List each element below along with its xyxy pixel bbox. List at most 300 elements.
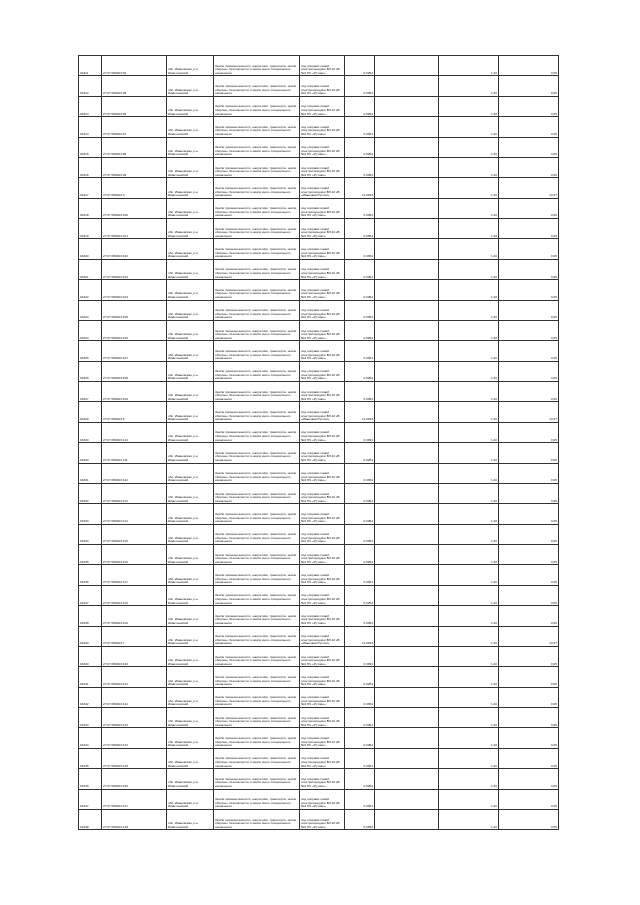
permitted-use-cell: под опорами линий электропередачи ВЛ-10 кВ №4 ПС «Рутово» <box>300 463 345 483</box>
cadastral-number-cell: 27:07:050403:124 <box>102 728 167 748</box>
permitted-use-cell: под опорами линий электропередачи ВЛ-10 кВ №4 ПС «Рутово» <box>300 422 345 442</box>
cadastral-number-cell: 27:07:050403:113 <box>102 483 167 503</box>
value-cell: 0,05 <box>499 809 559 829</box>
land-category-cell: Земли промышленности, энергетики, транспорта, земли обороны, безопасности и земли иного специального назначения <box>214 708 300 728</box>
coefficient-cell <box>375 96 439 116</box>
permitted-use-cell: под опорами линий электропередачи ВЛ-10 кВ №4 ПС «Рутово» <box>300 56 345 76</box>
address-cell: обл. Ивановская, р-н Ивантеевский <box>167 178 214 198</box>
area-cell: 0,0054 <box>345 219 375 239</box>
land-category-cell: Земли промышленности, энергетики, транспорта, земли обороны, безопасности и земли иного специального назначения <box>214 137 300 157</box>
row-id-cell: 04344 <box>79 728 102 748</box>
row-id-cell: 04319 <box>79 219 102 239</box>
row-id-cell: 04315 <box>79 137 102 157</box>
address-cell: обл. Ивановская, р-н Ивантеевский <box>167 483 214 503</box>
area-cell: 0,0054 <box>345 157 375 177</box>
coefficient-cell <box>375 565 439 585</box>
row-id-cell: 04326 <box>79 361 102 381</box>
cadastral-number-cell: 27:07:050403:126 <box>102 769 167 789</box>
permitted-use-cell: под опорами линий электропередачи ВЛ-10 кВ №4 ПС «Рутово» <box>300 117 345 137</box>
area-cell: 0,0054 <box>345 361 375 381</box>
table-row <box>79 198 559 218</box>
coefficient-cell <box>375 259 439 279</box>
land-category-cell: Земли промышленности, энергетики, транспорта, земли обороны, безопасности и земли иного специального назначения <box>214 382 300 402</box>
land-category-cell: Земли промышленности, энергетики, транспорта, земли обороны, безопасности и земли иного специального назначения <box>214 748 300 768</box>
permitted-use-cell: под опорами линий электропередачи ВЛ-10 кВ №4 ПС «Рутово» <box>300 504 345 524</box>
area-cell: 0,0054 <box>345 748 375 768</box>
rate-cell: 1,20 <box>439 626 499 646</box>
address-cell: обл. Ивановская, р-н Ивантеевский <box>167 137 214 157</box>
land-category-cell: Земли промышленности, энергетики, транспорта, земли обороны, безопасности и земли иного специального назначения <box>214 626 300 646</box>
land-category-cell: Земли промышленности, энергетики, транспорта, земли обороны, безопасности и земли иного специального назначения <box>214 769 300 789</box>
value-cell: 0,05 <box>499 708 559 728</box>
permitted-use-cell: под опорами линий электропередачи ВЛ-10 кВ №4 ПС «Рутово» <box>300 809 345 829</box>
coefficient-cell <box>375 708 439 728</box>
cadastral-number-cell: 27:07:050403:114 <box>102 504 167 524</box>
land-category-cell: Земли промышленности, энергетики, транспорта, земли обороны, безопасности и земли иного специального назначения <box>214 789 300 809</box>
value-cell: 0,05 <box>499 524 559 544</box>
table-row <box>79 300 559 320</box>
cadastral-number-cell: 27:07:050403:95 <box>102 76 167 96</box>
address-cell: обл. Ивановская, р-н Ивантеевский <box>167 280 214 300</box>
table-row <box>79 504 559 524</box>
address-cell: обл. Ивановская, р-н Ивантеевский <box>167 422 214 442</box>
permitted-use-cell: под опорами линий электропередачи ВЛ-10 кВ №4 ПС «Рутово» <box>300 483 345 503</box>
coefficient-cell <box>375 402 439 422</box>
rate-cell: 1,20 <box>439 259 499 279</box>
value-cell: 0,05 <box>499 667 559 687</box>
permitted-use-cell: под опорами линий электропередачи ВЛ-10 кВ №4 ПС «Рутово» <box>300 320 345 340</box>
coefficient-cell <box>375 219 439 239</box>
area-cell: 0,0054 <box>345 382 375 402</box>
rate-cell: 1,20 <box>439 341 499 361</box>
table-row <box>79 728 559 748</box>
table-row <box>79 402 559 422</box>
cadastral-number-cell: 27:07:050403:109 <box>102 382 167 402</box>
permitted-use-cell: под опорами линий электропередачи ВЛ-10 кВ №4 ПС «Рутово» <box>300 565 345 585</box>
rate-cell: 1,20 <box>439 606 499 626</box>
table-row <box>79 748 559 768</box>
address-cell: обл. Ивановская, р-н Ивантеевский <box>167 117 214 137</box>
land-category-cell: Земли промышленности, энергетики, транспорта, земли обороны, безопасности и земли иного специального назначения <box>214 341 300 361</box>
cadastral-number-cell: 27:07:050403:121 <box>102 667 167 687</box>
land-category-cell: Земли промышленности, энергетики, транспорта, земли обороны, безопасности и земли иного специального назначения <box>214 483 300 503</box>
value-cell: 0,05 <box>499 789 559 809</box>
land-category-cell: Земли промышленности, энергетики, транспорта, земли обороны, безопасности и земли иного специального назначения <box>214 585 300 605</box>
address-cell: обл. Ивановская, р-н Ивантеевский <box>167 239 214 259</box>
table-row <box>79 96 559 116</box>
row-id-cell: 04340 <box>79 646 102 666</box>
land-category-cell: Земли промышленности, энергетики, транспорта, земли обороны, безопасности и земли иного специального назначения <box>214 565 300 585</box>
row-id-cell: 04321 <box>79 259 102 279</box>
land-category-cell: Земли промышленности, энергетики, транспорта, земли обороны, безопасности и земли иного специального назначения <box>214 239 300 259</box>
permitted-use-cell: под опорами линий электропередачи ВЛ-10 кВ №4 ПС «Рутово» <box>300 259 345 279</box>
coefficient-cell <box>375 524 439 544</box>
area-cell: 0,0054 <box>345 646 375 666</box>
table-body <box>79 56 559 830</box>
coefficient-cell <box>375 157 439 177</box>
rate-cell: 1,20 <box>439 157 499 177</box>
row-id-cell: 04346 <box>79 769 102 789</box>
table-row <box>79 463 559 483</box>
address-cell: обл. Ивановская, р-н Ивантеевский <box>167 565 214 585</box>
area-cell: 0,0054 <box>345 565 375 585</box>
land-category-cell: Земли промышленности, энергетики, транспорта, земли обороны, безопасности и земли иного специального назначения <box>214 259 300 279</box>
table-row <box>79 606 559 626</box>
row-id-cell: 04333 <box>79 504 102 524</box>
address-cell: обл. Ивановская, р-н Ивантеевский <box>167 56 214 76</box>
rate-cell: 1,20 <box>439 524 499 544</box>
cadastral-number-cell: 27:07:050403:128 <box>102 809 167 829</box>
row-id-cell: 04345 <box>79 748 102 768</box>
address-cell: обл. Ивановская, р-н Ивантеевский <box>167 443 214 463</box>
value-cell: 0,05 <box>499 361 559 381</box>
coefficient-cell <box>375 463 439 483</box>
permitted-use-cell: под опорами линий электропередачи ВЛ-10 кВ №4 ПС «Рутово» <box>300 280 345 300</box>
cadastral-number-cell: 27:07:050403:127 <box>102 789 167 809</box>
rate-cell: 1,20 <box>439 280 499 300</box>
land-category-cell: Земли промышленности, энергетики, транспорта, земли обороны, безопасности и земли иного специального назначения <box>214 117 300 137</box>
address-cell: обл. Ивановская, р-н Ивантеевский <box>167 524 214 544</box>
permitted-use-cell: под опорами линий электропередачи ВЛ-10 кВ №4 ПС «Рутово» <box>300 524 345 544</box>
table-row <box>79 56 559 76</box>
rate-cell: 1,20 <box>439 789 499 809</box>
area-cell: 0,0054 <box>345 463 375 483</box>
permitted-use-cell: под опорами линий электропередачи ВЛ-10 кВ №4 ПС «Рутово» <box>300 585 345 605</box>
rate-cell: 1,20 <box>439 708 499 728</box>
value-cell: 0,05 <box>499 300 559 320</box>
rate-cell: 1,20 <box>439 402 499 422</box>
row-id-cell: 04320 <box>79 239 102 259</box>
coefficient-cell <box>375 300 439 320</box>
address-cell: обл. Ивановская, р-н Ивантеевский <box>167 361 214 381</box>
coefficient-cell <box>375 687 439 707</box>
area-cell: 0,0054 <box>345 96 375 116</box>
cadastral-number-cell: 27:07:050403:116 <box>102 545 167 565</box>
rate-cell: 1,20 <box>439 443 499 463</box>
cadastral-number-cell: 27:07:050403:108 <box>102 361 167 381</box>
address-cell: обл. Ивановская, р-н Ивантеевский <box>167 667 214 687</box>
cadastral-number-cell: 27:07:050403:107 <box>102 341 167 361</box>
permitted-use-cell: под опорами линий электропередачи ВЛ-10 кВ №4 ПС «Рутово» <box>300 606 345 626</box>
land-category-cell: Земли промышленности, энергетики, транспорта, земли обороны, безопасности и земли иного специального назначения <box>214 463 300 483</box>
permitted-use-cell: под опорами линий электропередачи ВЛ-10 кВ №4 ПС «Рутово» <box>300 443 345 463</box>
value-cell: 0,05 <box>499 280 559 300</box>
coefficient-cell <box>375 198 439 218</box>
permitted-use-cell: под опорами линий электропередачи ВЛ-10 кВ №4 ПС «Рутово» <box>300 789 345 809</box>
value-cell: 0,05 <box>499 56 559 76</box>
coefficient-cell <box>375 422 439 442</box>
table-row <box>79 422 559 442</box>
value-cell: 0,05 <box>499 157 559 177</box>
value-cell: 13,27 <box>499 402 559 422</box>
value-cell: 0,05 <box>499 646 559 666</box>
rate-cell: 1,20 <box>439 178 499 198</box>
table-row <box>79 483 559 503</box>
document-sheet <box>78 55 558 830</box>
address-cell: обл. Ивановская, р-н Ивантеевский <box>167 300 214 320</box>
land-category-cell: Земли промышленности, энергетики, транспорта, земли обороны, безопасности и земли иного специального назначения <box>214 667 300 687</box>
land-category-cell: Земли промышленности, энергетики, транспорта, земли обороны, безопасности и земли иного специального назначения <box>214 687 300 707</box>
area-cell: 0,0054 <box>345 76 375 96</box>
value-cell: 0,05 <box>499 728 559 748</box>
area-cell: 0,0054 <box>345 606 375 626</box>
rate-cell: 1,20 <box>439 809 499 829</box>
row-id-cell: 04314 <box>79 117 102 137</box>
address-cell: обл. Ивановская, р-н Ивантеевский <box>167 463 214 483</box>
address-cell: обл. Ивановская, р-н Ивантеевский <box>167 402 214 422</box>
permitted-use-cell: под опорами линий электропередачи ВЛ-10 кВ №4 ПС «Рутово» <box>300 96 345 116</box>
area-cell: 0,0054 <box>345 809 375 829</box>
row-id-cell: 04323 <box>79 300 102 320</box>
permitted-use-cell: под опорами линий электропередачи ВЛ-10 кВ №4 ПС «Рутово» <box>300 76 345 96</box>
address-cell: обл. Ивановская, р-н Ивантеевский <box>167 687 214 707</box>
coefficient-cell <box>375 606 439 626</box>
table-row <box>79 382 559 402</box>
cadastral-number-cell: 27:07:050403:105 <box>102 300 167 320</box>
table-row <box>79 239 559 259</box>
cadastral-number-cell: 27:07:050403:102 <box>102 239 167 259</box>
permitted-use-cell: под опорами линий электропередачи ВЛ-10 кВ №4 ПС «Рутово» <box>300 687 345 707</box>
area-cell: 0,0054 <box>345 504 375 524</box>
table-row <box>79 157 559 177</box>
table-row <box>79 361 559 381</box>
area-cell: 0,0054 <box>345 300 375 320</box>
cadastral-number-cell: 27:07:050403:7 <box>102 626 167 646</box>
address-cell: обл. Ивановская, р-н Ивантеевский <box>167 320 214 340</box>
table-row <box>79 708 559 728</box>
row-id-cell: 04335 <box>79 545 102 565</box>
rate-cell: 1,20 <box>439 76 499 96</box>
row-id-cell: 04328 <box>79 402 102 422</box>
permitted-use-cell: под опорами линий электропередачи ВЛ-10 кВ №4 ПС «Рутово» <box>300 748 345 768</box>
rate-cell: 1,20 <box>439 239 499 259</box>
rate-cell: 1,20 <box>439 361 499 381</box>
cadastral-number-cell: 27:07:050403:104 <box>102 280 167 300</box>
rate-cell: 1,20 <box>439 585 499 605</box>
area-cell: 0,0054 <box>345 524 375 544</box>
coefficient-cell <box>375 585 439 605</box>
rate-cell: 1,20 <box>439 728 499 748</box>
cadastral-number-cell: 27:07:050403:123 <box>102 708 167 728</box>
row-id-cell: 04312 <box>79 76 102 96</box>
address-cell: обл. Ивановская, р-н Ивантеевский <box>167 259 214 279</box>
value-cell: 0,05 <box>499 239 559 259</box>
table-row <box>79 219 559 239</box>
table-row <box>79 178 559 198</box>
value-cell: 0,05 <box>499 117 559 137</box>
land-category-cell: Земли промышленности, энергетики, транспорта, земли обороны, безопасности и земли иного специального назначения <box>214 524 300 544</box>
value-cell: 0,05 <box>499 137 559 157</box>
row-id-cell: 04336 <box>79 565 102 585</box>
value-cell: 0,05 <box>499 585 559 605</box>
land-category-cell: Земли промышленности, энергетики, транспорта, земли обороны, безопасности и земли иного специального назначения <box>214 76 300 96</box>
rate-cell: 1,20 <box>439 667 499 687</box>
cadastral-number-cell: 27:07:050403:103 <box>102 259 167 279</box>
table-row <box>79 667 559 687</box>
area-cell: 0,0054 <box>345 341 375 361</box>
value-cell: 0,05 <box>499 483 559 503</box>
area-cell: 0,0054 <box>345 769 375 789</box>
table-row <box>79 687 559 707</box>
land-category-cell: Земли промышленности, энергетики, транспорта, земли обороны, безопасности и земли иного специального назначения <box>214 96 300 116</box>
value-cell: 0,05 <box>499 443 559 463</box>
value-cell: 0,05 <box>499 769 559 789</box>
cadastral-number-cell: 27:07:050403:106 <box>102 320 167 340</box>
rate-cell: 1,20 <box>439 504 499 524</box>
table-row <box>79 320 559 340</box>
rate-cell: 1,20 <box>439 769 499 789</box>
area-cell: 0,0054 <box>345 687 375 707</box>
land-category-cell: Земли промышленности, энергетики, транспорта, земли обороны, безопасности и земли иного специального назначения <box>214 56 300 76</box>
value-cell: 0,05 <box>499 748 559 768</box>
value-cell: 0,05 <box>499 76 559 96</box>
area-cell: 0,0054 <box>345 789 375 809</box>
land-category-cell: Земли промышленности, энергетики, транспорта, земли обороны, безопасности и земли иного специального назначения <box>214 606 300 626</box>
address-cell: обл. Ивановская, р-н Ивантеевский <box>167 76 214 96</box>
land-category-cell: Земли промышленности, энергетики, транспорта, земли обороны, безопасности и земли иного специального назначения <box>214 219 300 239</box>
address-cell: обл. Ивановская, р-н Ивантеевский <box>167 728 214 748</box>
rate-cell: 1,20 <box>439 646 499 666</box>
table-row <box>79 809 559 829</box>
address-cell: обл. Ивановская, р-н Ивантеевский <box>167 96 214 116</box>
land-category-cell: Земли промышленности, энергетики, транспорта, земли обороны, безопасности и земли иного специального назначения <box>214 443 300 463</box>
permitted-use-cell: под опорами линий электропередачи ВЛ-10 кВ №4 ПС «Рутово» <box>300 728 345 748</box>
row-id-cell: 04330 <box>79 443 102 463</box>
coefficient-cell <box>375 748 439 768</box>
permitted-use-cell: под опорами линий электропередачи ВЛ-10 кВ №4 ПС «Рутово» <box>300 300 345 320</box>
table-row <box>79 137 559 157</box>
rate-cell: 1,20 <box>439 382 499 402</box>
value-cell: 0,05 <box>499 259 559 279</box>
land-category-cell: Земли промышленности, энергетики, транспорта, земли обороны, безопасности и земли иного специального назначения <box>214 545 300 565</box>
permitted-use-cell: под опорами линий электропередачи ВЛ-10 кВ №4 ПС «Рутово» <box>300 157 345 177</box>
rate-cell: 1,20 <box>439 687 499 707</box>
coefficient-cell <box>375 728 439 748</box>
address-cell: обл. Ивановская, р-н Ивантеевский <box>167 708 214 728</box>
rate-cell: 1,20 <box>439 300 499 320</box>
permitted-use-cell: под опорами линий электропередачи ВЛ-10 кВ №4 ПС «Рутово» <box>300 341 345 361</box>
row-id-cell: 04311 <box>79 56 102 76</box>
coefficient-cell <box>375 789 439 809</box>
row-id-cell: 04318 <box>79 198 102 218</box>
cadastral-number-cell: 27:07:050403:119 <box>102 606 167 626</box>
permitted-use-cell: под опорами линий электропередачи ВЛ-10 кВ №4 ПС «Рутово» <box>300 198 345 218</box>
address-cell: обл. Ивановская, р-н Ивантеевский <box>167 769 214 789</box>
row-id-cell: 04342 <box>79 687 102 707</box>
address-cell: обл. Ивановская, р-н Ивантеевский <box>167 341 214 361</box>
row-id-cell: 04339 <box>79 626 102 646</box>
coefficient-cell <box>375 117 439 137</box>
table-row <box>79 585 559 605</box>
value-cell: 0,05 <box>499 198 559 218</box>
coefficient-cell <box>375 239 439 259</box>
rate-cell: 1,20 <box>439 545 499 565</box>
coefficient-cell <box>375 769 439 789</box>
area-cell: 0,0054 <box>345 708 375 728</box>
rate-cell: 1,20 <box>439 117 499 137</box>
value-cell: 13,27 <box>499 178 559 198</box>
address-cell: обл. Ивановская, р-н Ивантеевский <box>167 545 214 565</box>
cadastral-number-cell: 27:07:050403:115 <box>102 524 167 544</box>
land-category-cell: Земли промышленности, энергетики, транспорта, земли обороны, безопасности и земли иного специального назначения <box>214 646 300 666</box>
row-id-cell: 04322 <box>79 280 102 300</box>
table-row <box>79 646 559 666</box>
address-cell: обл. Ивановская, р-н Ивантеевский <box>167 809 214 829</box>
cadastral-number-cell: 27:07:050403:122 <box>102 687 167 707</box>
permitted-use-cell: под опорами линий электропередачи ВЛ-10 кВ «Ивановка-Рутово» <box>300 178 345 198</box>
permitted-use-cell: под опорами линий электропередачи ВЛ-10 кВ «Ивановка-Рутово» <box>300 626 345 646</box>
coefficient-cell <box>375 56 439 76</box>
rate-cell: 1,20 <box>439 565 499 585</box>
rate-cell: 1,20 <box>439 198 499 218</box>
address-cell: обл. Ивановская, р-н Ивантеевский <box>167 748 214 768</box>
area-cell: 0,0054 <box>345 280 375 300</box>
value-cell: 0,05 <box>499 687 559 707</box>
area-cell: 0,0054 <box>345 320 375 340</box>
area-cell: 0,0054 <box>345 667 375 687</box>
area-cell: 0,0054 <box>345 728 375 748</box>
coefficient-cell <box>375 76 439 96</box>
cadastral-number-cell: 27:07:050403:99 <box>102 157 167 177</box>
table-row <box>79 565 559 585</box>
land-category-cell: Земли промышленности, энергетики, транспорта, земли обороны, безопасности и земли иного специального назначения <box>214 402 300 422</box>
area-cell: 11,0024 <box>345 178 375 198</box>
area-cell: 0,0054 <box>345 483 375 503</box>
area-cell: 0,0054 <box>345 585 375 605</box>
value-cell: 0,05 <box>499 219 559 239</box>
permitted-use-cell: под опорами линий электропередачи ВЛ-10 кВ №4 ПС «Рутово» <box>300 361 345 381</box>
value-cell: 0,05 <box>499 545 559 565</box>
row-id-cell: 04325 <box>79 341 102 361</box>
land-category-cell: Земли промышленности, энергетики, транспорта, земли обороны, безопасности и земли иного специального назначения <box>214 422 300 442</box>
address-cell: обл. Ивановская, р-н Ивантеевский <box>167 157 214 177</box>
table-row <box>79 524 559 544</box>
rate-cell: 1,20 <box>439 422 499 442</box>
value-cell: 0,05 <box>499 565 559 585</box>
permitted-use-cell: под опорами линий электропередачи ВЛ-10 кВ №4 ПС «Рутово» <box>300 382 345 402</box>
coefficient-cell <box>375 320 439 340</box>
coefficient-cell <box>375 280 439 300</box>
address-cell: обл. Ивановская, р-н Ивантеевский <box>167 198 214 218</box>
cadastral-number-cell: 27:07:050403:100 <box>102 198 167 218</box>
cadastral-number-cell: 27:07:050403:111 <box>102 443 167 463</box>
area-cell: 0,0054 <box>345 198 375 218</box>
rate-cell: 1,20 <box>439 320 499 340</box>
coefficient-cell <box>375 361 439 381</box>
table-row <box>79 789 559 809</box>
value-cell: 0,05 <box>499 463 559 483</box>
table-row <box>79 626 559 646</box>
permitted-use-cell: под опорами линий электропередачи ВЛ-10 кВ №4 ПС «Рутово» <box>300 769 345 789</box>
rate-cell: 1,20 <box>439 96 499 116</box>
rate-cell: 1,20 <box>439 483 499 503</box>
cadastral-number-cell: 27:07:050403:3 <box>102 178 167 198</box>
cadastral-number-cell: 27:07:050403:120 <box>102 646 167 666</box>
cadastral-number-cell: 27:07:050403:110 <box>102 422 167 442</box>
land-category-cell: Земли промышленности, энергетики, транспорта, земли обороны, безопасности и земли иного специального назначения <box>214 198 300 218</box>
coefficient-cell <box>375 178 439 198</box>
land-category-cell: Земли промышленности, энергетики, транспорта, земли обороны, безопасности и земли иного специального назначения <box>214 300 300 320</box>
row-id-cell: 04327 <box>79 382 102 402</box>
address-cell: обл. Ивановская, р-н Ивантеевский <box>167 585 214 605</box>
row-id-cell: 04332 <box>79 483 102 503</box>
rate-cell: 1,20 <box>439 219 499 239</box>
area-cell: 0,0054 <box>345 239 375 259</box>
coefficient-cell <box>375 137 439 157</box>
row-id-cell: 04341 <box>79 667 102 687</box>
row-id-cell: 04331 <box>79 463 102 483</box>
address-cell: обл. Ивановская, р-н Ивантеевский <box>167 504 214 524</box>
